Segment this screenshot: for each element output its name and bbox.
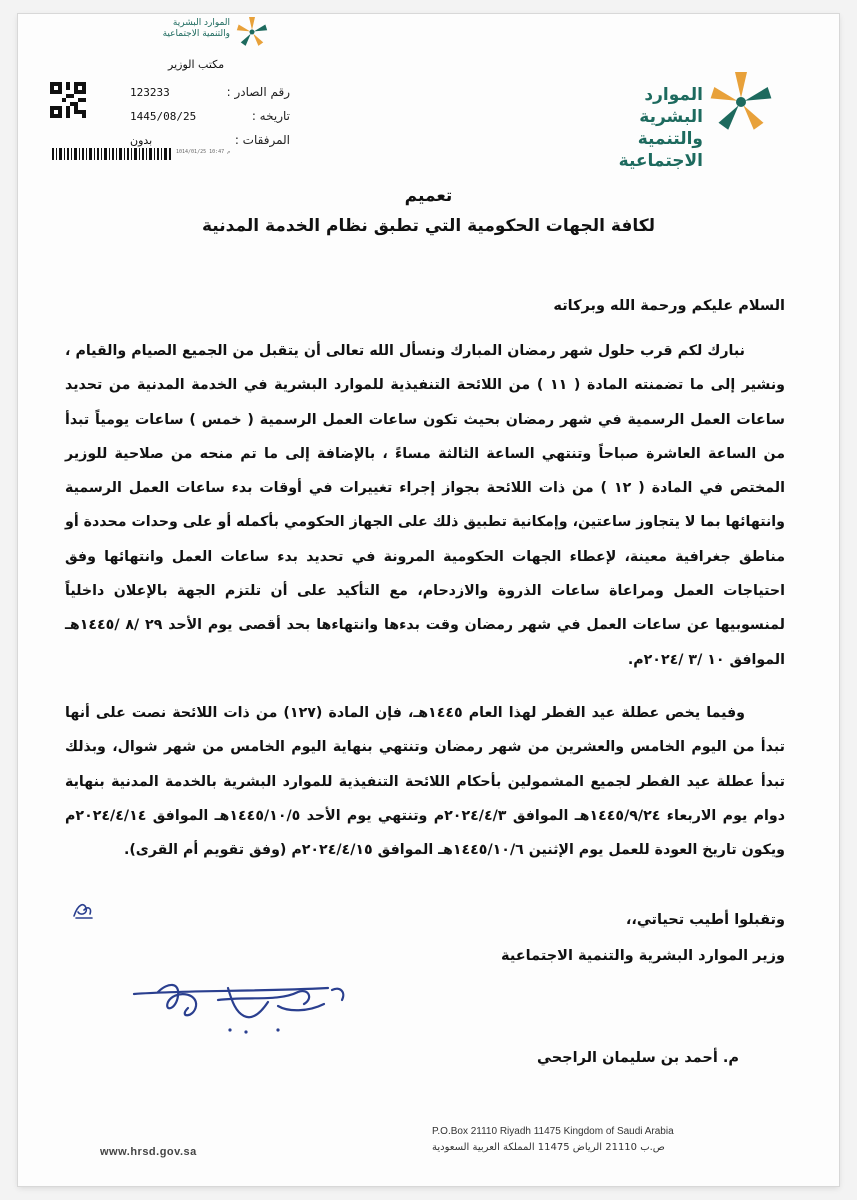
paragraph-eid-holiday: وفيما يخص عطلة عيد الفطر لهذا العام ١٤٤٥هـ، فإن المادة (١٢٧) من ذات اللائحة نصت على أنها تبدأ من اليوم الخامس والعشرين من شهر رمضان وتنتهي بنهاية اليوم الخامس من شهر شوال، وبذلك تبدأ عطلة عيد الفطر لجميع المشمولين بأحكام اللائحة التنفيذية للموارد البشرية بالخدمة المدنية بنهاية دوام يوم الاربعاء ١٤٤٥/٩/٢٤هـ الموافق ٢٠٢٤/٤/٣م وتنتهي يوم الأحد ١٤٤٥/١٠/٥هـ الموافق ٢٠٢٤/٤/١٤م ويكون تاريخ العودة للعمل يوم الإثنين ١٤٤٥/١٠/٦هـ الموافق ٢٠٢٤/٤/١٥م (وفق تقويم أم القرى). — [65, 705, 786, 859]
initials-mark-icon — [70, 898, 96, 922]
office-logo — [130, 14, 270, 58]
signature-icon — [128, 978, 378, 1044]
circular-title: تعميم — [404, 186, 453, 206]
office-logo-line1: الموارد البشرية — [172, 18, 230, 28]
ref-number-label: رقم الصادر : — [226, 85, 290, 99]
minister-name: م. أحمد بن سليمان الراجحي — [537, 1050, 739, 1066]
ministry-emblem-icon — [705, 66, 777, 138]
circular-recipients: لكافة الجهات الحكومية التي تطبق نظام الخدمة المدنية — [202, 216, 655, 236]
ministry-logo — [577, 66, 777, 171]
ref-number-value: 123233 — [130, 85, 170, 99]
footer-address-en: P.O.Box 21110 Riyadh 11475 Kingdom of Saudi Arabia — [432, 1126, 674, 1137]
paragraph-ramadan-hours: نبارك لكم قرب حلول شهر رمضان المبارك ونسأل الله تعالى أن يتقبل من الجميع الصيام والقيام ، ونشير إلى ما تضمنته المادة ( ١١ ) من اللائحة التنفيذية للموارد البشرية في الخدمة المدنية من تحديد ساعات العمل الرسمية في شهر رمضان بحيث تكون ساعات العمل الرسمية ( خمس ) ساعات يومياً تبدأ من الساعة العاشرة صباحاً وتنتهي الساعة الثالثة مساءً ، بالإضافة إلى ما تم منحه من صلاحية للوزير المختص في المادة ( ١٢ ) من ذات اللائحة بجواز إجراء تغييرات في أوقات بدء ساعات العمل الرسمية وانتهائها بما لا يتجاوز ساعتين، وإمكانية تطبيق ذلك على الجهاز الحكومي بأكمله أو على وحدات محددة أو مناطق جغرافية معينة، لإعطاء الجهات الحكومية المرونة في تحديد بدء ساعات العمل وانتهائها وفق احتياجات العمل ومراعاة ساعات الذروة والازدحام، مع التأكيد على أن تلتزم الجهة بالإعلان داخلياً لمنسوبيها عن ساعات العمل في شهر رمضان وقت بدءها وانتهاءها بحد أقصى يوم الأحد ٢٩ /٨ /١٤٤٥هـ الموافق ١٠ /٣ /٢٠٢٤م. — [65, 343, 785, 668]
barcode-icon — [52, 148, 172, 160]
minister-title: وزير الموارد البشرية والتنمية الاجتماعية — [501, 948, 785, 964]
letter-page — [18, 14, 839, 1186]
print-code: 1014/01/25 10:47 م — [176, 149, 231, 155]
qr-code-icon — [50, 82, 86, 118]
ministry-logo-line1: الموارد البشرية — [639, 85, 703, 127]
ref-date-label: تاريخه : — [251, 109, 290, 123]
greeting: السلام عليكم ورحمة الله وبركاته — [553, 298, 785, 314]
ref-date-value: 1445/08/25 — [130, 109, 197, 123]
ministry-logo-line2: والتنمية الاجتماعية — [618, 129, 703, 171]
office-name: مكتب الوزير — [168, 58, 225, 71]
office-logo-line2: والتنمية الاجتماعية — [162, 29, 230, 39]
footer-address-ar: ص.ب 21110 الرياض 11475 المملكة العربية السعودية — [432, 1142, 665, 1153]
website-link[interactable]: www.hrsd.gov.sa — [100, 1146, 197, 1158]
ref-attachments-label: المرفقات : — [234, 133, 290, 147]
closing: وتقبلوا أطيب تحياتي،، — [625, 912, 785, 928]
office-emblem-icon — [234, 14, 270, 50]
reference-block — [130, 80, 290, 152]
ref-attachments-value: بدون — [130, 133, 153, 147]
